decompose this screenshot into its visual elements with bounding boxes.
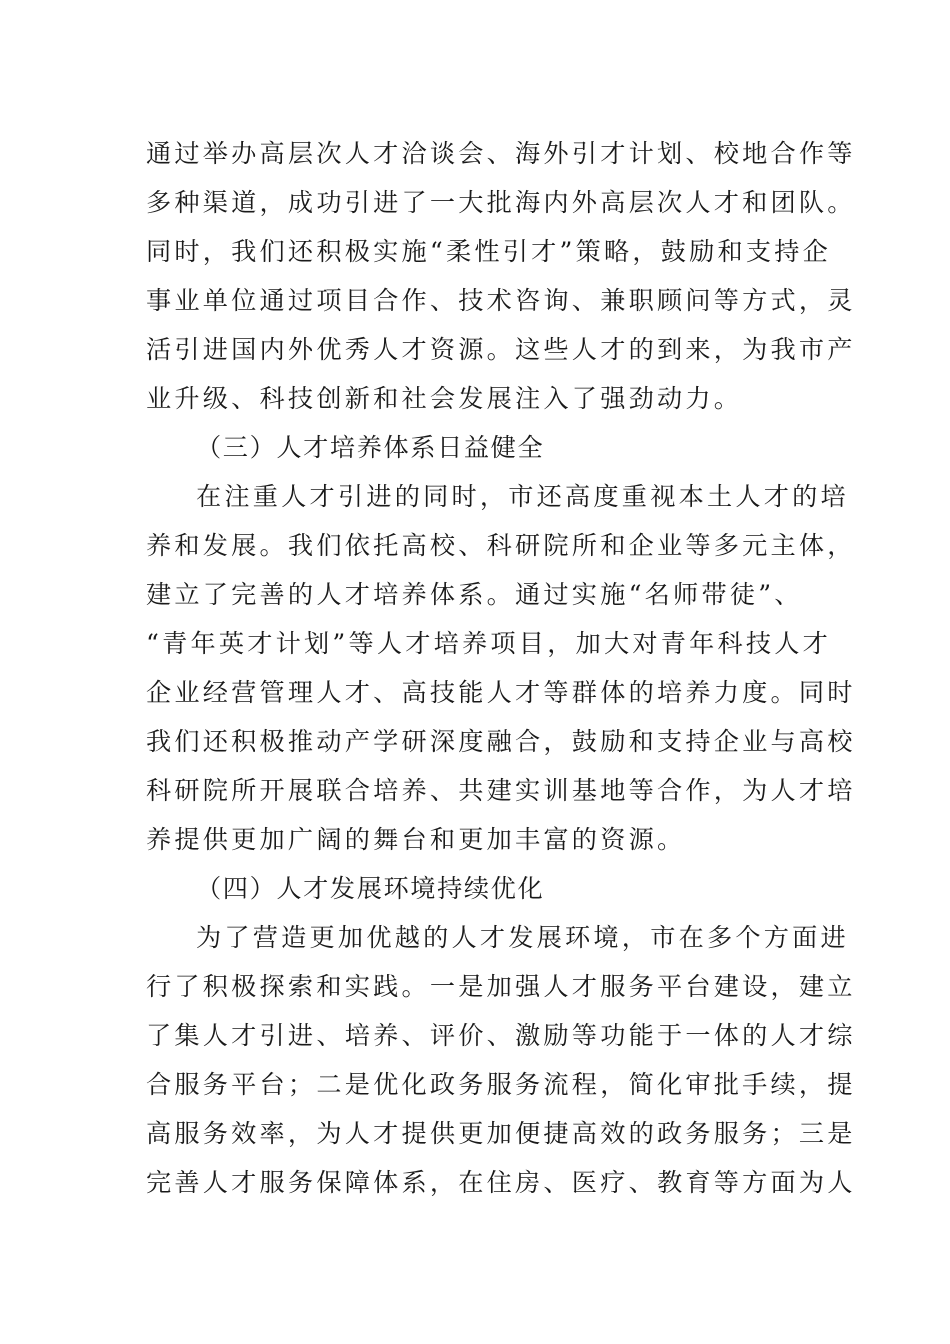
paragraph-line-18: 合服务平台；二是优化政务服务流程，简化审批手续，提 bbox=[146, 1070, 856, 1099]
section-heading-3: （三）人才培养体系日益健全 bbox=[196, 433, 545, 462]
paragraph-line-4: 事业单位通过项目合作、技术咨询、兼职顾问等方式，灵 bbox=[146, 286, 856, 315]
paragraph-line-19: 高服务效率，为人才提供更加便捷高效的政务服务；三是 bbox=[146, 1119, 856, 1148]
paragraph-line-5: 活引进国内外优秀人才资源。这些人才的到来，为我市产 bbox=[146, 335, 856, 364]
paragraph-line-10: “青年英才计划”等人才培养项目，加大对青年科技人才 bbox=[146, 629, 832, 658]
paragraph-line-7: 在注重人才引进的同时，市还高度重视本土人才的培 bbox=[196, 482, 849, 511]
paragraph-line-3: 同时，我们还积极实施“柔性引才”策略，鼓励和支持企 bbox=[146, 237, 832, 266]
paragraph-line-14: 养提供更加广阔的舞台和更加丰富的资源。 bbox=[146, 825, 686, 854]
paragraph-line-9: 建立了完善的人才培养体系。通过实施“名师带徒”、 bbox=[146, 580, 803, 609]
paragraph-line-13: 科研院所开展联合培养、共建实训基地等合作，为人才培 bbox=[146, 776, 856, 805]
paragraph-line-11: 企业经营管理人才、高技能人才等群体的培养力度。同时 bbox=[146, 678, 856, 707]
section-heading-4: （四）人才发展环境持续优化 bbox=[196, 874, 545, 903]
paragraph-line-20: 完善人才服务保障体系，在住房、医疗、教育等方面为人 bbox=[146, 1168, 856, 1197]
paragraph-line-17: 了集人才引进、培养、评价、激励等功能于一体的人才综 bbox=[146, 1021, 856, 1050]
paragraph-line-6: 业升级、科技创新和社会发展注入了强劲动力。 bbox=[146, 384, 743, 413]
paragraph-line-12: 我们还积极推动产学研深度融合，鼓励和支持企业与高校 bbox=[146, 727, 856, 756]
paragraph-line-16: 行了积极探索和实践。一是加强人才服务平台建设，建立 bbox=[146, 972, 856, 1001]
paragraph-line-15: 为了营造更加优越的人才发展环境，市在多个方面进 bbox=[196, 923, 849, 952]
paragraph-line-2: 多种渠道，成功引进了一大批海内外高层次人才和团队。 bbox=[146, 188, 856, 217]
paragraph-line-1: 通过举办高层次人才洽谈会、海外引才计划、校地合作等 bbox=[146, 139, 856, 168]
paragraph-line-8: 养和发展。我们依托高校、科研院所和企业等多元主体， bbox=[146, 531, 856, 560]
